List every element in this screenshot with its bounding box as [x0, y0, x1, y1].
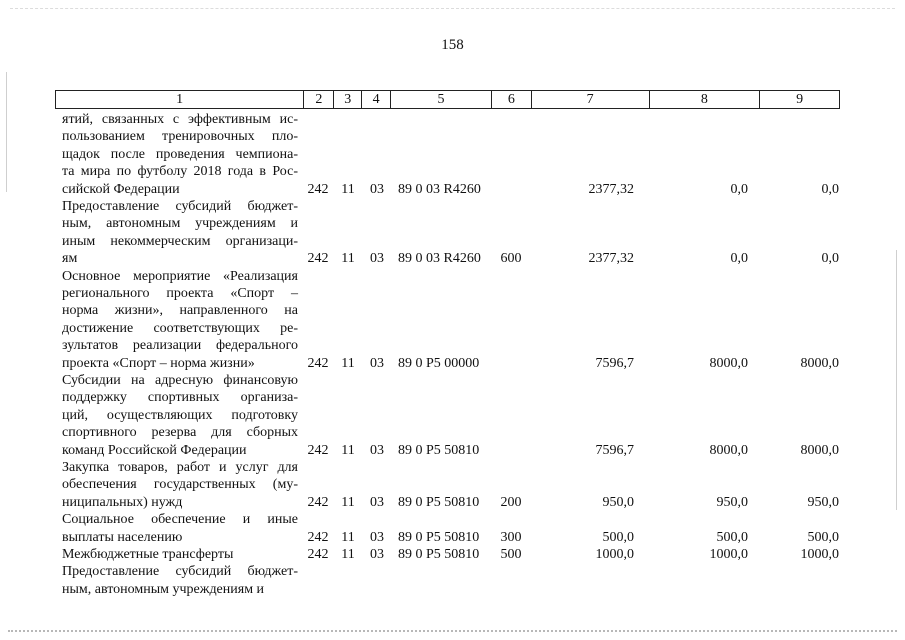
row-cell-c5: 89 0 P5 50810 — [398, 494, 480, 510]
row-cell-c9: 500,0 — [807, 529, 839, 545]
row-cell-c4: 03 — [370, 547, 384, 562]
row-description — [62, 111, 298, 198]
description-line: Предоставление субсидий бюджет- — [62, 199, 298, 214]
description-line: ям — [62, 251, 78, 267]
description-line: ным, автономным учреждениям и — [62, 581, 265, 597]
row-cell-c9: 950,0 — [807, 494, 839, 510]
description-line: Основное мероприятие «Реализация — [62, 268, 298, 284]
description-line: ций, осуществляющих подготовку — [62, 407, 298, 423]
row-cell-c7: 1000,0 — [595, 547, 634, 562]
row-cell-c8: 0,0 — [730, 181, 748, 197]
row-cell-c2: 242 — [307, 494, 329, 510]
row-cell-c3: 11 — [341, 529, 355, 545]
row-description — [62, 198, 298, 268]
description-line: ятий, связанных с эффективным ис- — [62, 112, 298, 127]
description-line: достижение соответствующих ре- — [62, 320, 298, 336]
table-row — [0, 198, 905, 268]
description-line: Межбюджетные трансферты — [62, 547, 234, 562]
row-cell-c9: 1000,0 — [800, 547, 839, 562]
row-description — [62, 268, 298, 372]
row-cell-c7: 7596,7 — [595, 355, 634, 371]
row-cell-c6: 200 — [500, 494, 522, 510]
description-line: ным, автономным учреждениям и — [62, 216, 298, 232]
row-description — [62, 511, 298, 546]
row-description — [62, 459, 298, 511]
row-cell-c5: 89 0 03 R4260 — [398, 251, 481, 267]
header-col-8: 8 — [650, 91, 761, 108]
row-cell-c2: 242 — [307, 529, 329, 545]
row-cell-c3: 11 — [341, 547, 355, 562]
description-line: ниципальных) нужд — [62, 494, 183, 510]
row-cell-c5: 89 0 P5 50810 — [398, 547, 480, 562]
row-cell-c3: 11 — [341, 494, 355, 510]
row-cell-c4: 03 — [370, 355, 384, 371]
description-line: та мира по футболу 2018 года в Рос- — [62, 164, 298, 180]
table-row — [0, 372, 905, 459]
description-line: Закупка товаров, работ и услуг для — [62, 460, 298, 475]
row-cell-c7: 500,0 — [602, 529, 634, 545]
row-cell-c9: 8000,0 — [800, 442, 839, 458]
description-line: Предоставление субсидий бюджет- — [62, 564, 298, 580]
row-cell-c6: 300 — [500, 529, 522, 545]
scan-artifact-bottom — [8, 630, 897, 632]
row-cell-c8: 0,0 — [730, 251, 748, 267]
row-cell-c7: 2377,32 — [588, 181, 634, 197]
scan-artifact-top — [10, 8, 895, 9]
description-line: иным некоммерческим организаци- — [62, 233, 298, 249]
row-cell-c4: 03 — [370, 529, 384, 545]
header-col-6: 6 — [492, 91, 532, 108]
row-cell-c9: 0,0 — [821, 251, 839, 267]
header-col-9: 9 — [796, 92, 804, 107]
row-cell-c2: 242 — [307, 547, 329, 562]
table-row — [0, 546, 905, 563]
description-line: команд Российской Федерации — [62, 442, 247, 458]
row-cell-c4: 03 — [370, 442, 384, 458]
description-line: поддержку спортивных организа- — [62, 390, 298, 406]
table-row — [0, 511, 905, 546]
description-line: сийской Федерации — [62, 181, 180, 197]
description-line: Субсидии на адресную финансовую — [62, 373, 298, 388]
row-cell-c8: 1000,0 — [709, 547, 748, 562]
description-line: проекта «Спорт – норма жизни» — [62, 355, 255, 371]
description-line: зультатов реализации федерального — [62, 338, 298, 354]
row-description — [62, 546, 298, 563]
description-line: выплаты населению — [62, 529, 183, 545]
table-row — [0, 268, 905, 372]
row-cell-c5: 89 0 P5 00000 — [398, 355, 480, 371]
row-cell-c8: 950,0 — [716, 494, 748, 510]
row-cell-c3: 11 — [341, 181, 355, 197]
row-cell-c4: 03 — [370, 494, 384, 510]
table-row — [0, 563, 905, 598]
row-cell-c2: 242 — [307, 355, 329, 371]
row-cell-c7: 2377,32 — [588, 251, 634, 267]
row-cell-c7: 950,0 — [602, 494, 634, 510]
row-cell-c2: 242 — [307, 442, 329, 458]
header-col-5: 5 — [391, 91, 492, 108]
row-cell-c4: 03 — [370, 181, 384, 197]
header-col-3: 3 — [334, 91, 362, 108]
row-cell-c3: 11 — [341, 355, 355, 371]
row-cell-c5: 89 0 P5 50810 — [398, 442, 480, 458]
description-line: пользованием тренировочных пло- — [62, 129, 298, 145]
row-cell-c6: 500 — [500, 547, 522, 562]
description-line: Социальное обеспечение и иные — [62, 512, 298, 528]
row-cell-c9: 0,0 — [821, 181, 839, 197]
row-cell-c3: 11 — [341, 442, 355, 458]
header-col-1: 1 — [56, 91, 304, 108]
description-line: обеспечения государственных (му- — [62, 477, 298, 493]
row-cell-c3: 11 — [341, 251, 355, 267]
row-cell-c5: 89 0 P5 50810 — [398, 529, 480, 545]
description-line: щадок после проведения чемпиона- — [62, 146, 298, 162]
table-row — [0, 111, 905, 198]
row-cell-c7: 7596,7 — [595, 442, 634, 458]
table-header-row — [55, 90, 840, 109]
row-cell-c8: 8000,0 — [709, 355, 748, 371]
row-cell-c2: 242 — [307, 181, 329, 197]
header-col-7: 7 — [532, 91, 650, 108]
header-col-4: 4 — [362, 91, 391, 108]
row-description — [62, 372, 298, 459]
table-row — [0, 459, 905, 511]
row-cell-c6: 600 — [500, 251, 522, 267]
row-cell-c8: 8000,0 — [709, 442, 748, 458]
row-cell-c8: 500,0 — [716, 529, 748, 545]
description-line: норма жизни», направленного на — [62, 303, 298, 319]
row-cell-c9: 8000,0 — [800, 355, 839, 371]
description-line: регионального проекта «Спорт – — [62, 286, 298, 301]
row-cell-c5: 89 0 03 R4260 — [398, 181, 481, 197]
page-number: 158 — [441, 37, 464, 53]
header-col-2: 2 — [304, 91, 334, 108]
row-cell-c4: 03 — [370, 251, 384, 267]
row-description — [62, 563, 298, 598]
row-cell-c2: 242 — [307, 251, 329, 267]
description-line: спортивного резерва для сборных — [62, 425, 298, 441]
